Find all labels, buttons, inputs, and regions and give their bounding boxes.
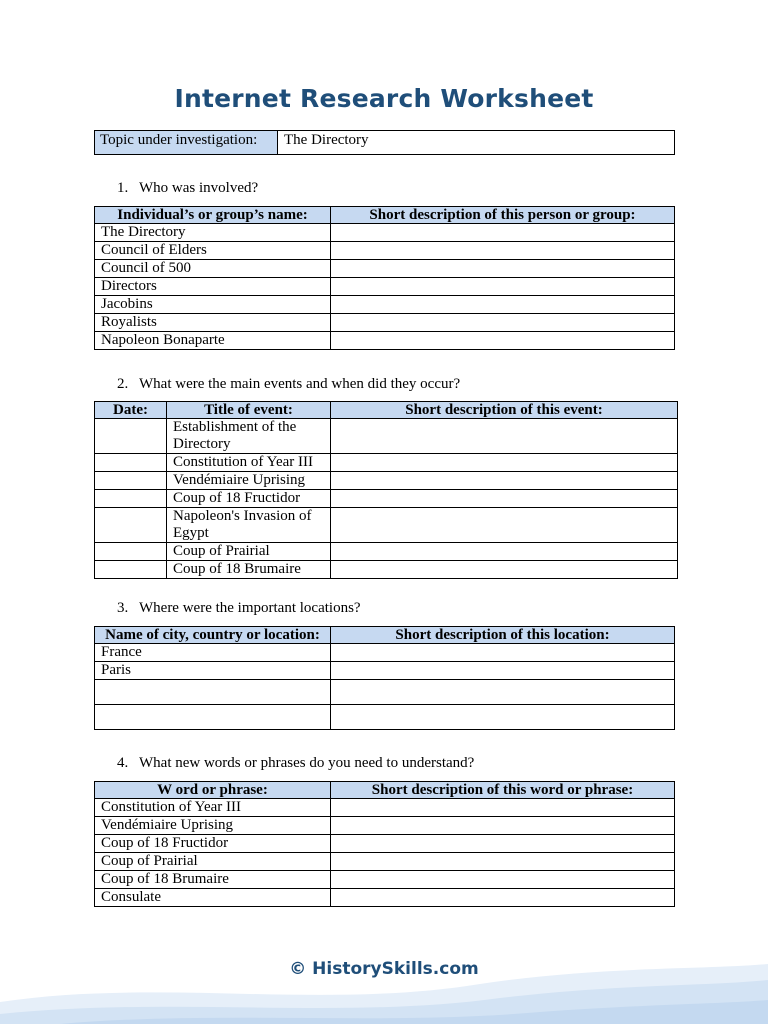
description-cell [331,871,675,889]
location-cell [95,680,331,705]
description-cell [331,817,675,835]
location-cell: France [95,644,331,662]
term-cell: Constitution of Year III [95,799,331,817]
table-row [95,242,675,260]
question-number: 3. [117,600,129,616]
table-row [95,296,675,314]
description-cell [331,242,675,260]
description-cell [331,561,678,579]
wave-decoration [0,940,768,1024]
table-row [95,799,675,817]
date-cell [95,454,167,472]
table-row [95,561,678,579]
description-cell [331,680,675,705]
event-title-cell: Coup of 18 Brumaire [167,561,331,579]
date-cell [95,419,167,454]
worksheet-title: Internet Research Worksheet [174,84,594,113]
event-title-cell: Establishment of the Directory [167,419,331,454]
column-header: Short description of this location: [331,627,675,644]
copyright-footer: © HistorySkills.com [289,959,479,979]
event-title-cell: Constitution of Year III [167,454,331,472]
description-cell [331,853,675,871]
name-cell: Royalists [95,314,331,332]
topic-value: The Directory [284,132,369,148]
vocabulary-table [94,781,675,907]
term-cell: Consulate [95,889,331,907]
name-cell: Jacobins [95,296,331,314]
description-cell [331,419,678,454]
description-cell [331,543,678,561]
date-cell [95,561,167,579]
question-number: 1. [117,180,129,196]
column-header: Individual’s or group’s name: [95,207,331,224]
question-text: What were the main events and when did they occur? [139,376,461,392]
table-row [95,454,678,472]
name-cell: Council of Elders [95,242,331,260]
date-cell [95,543,167,561]
people-table [94,206,675,350]
table-row [95,543,678,561]
name-cell: Napoleon Bonaparte [95,332,331,350]
description-cell [331,662,675,680]
events-table [94,401,678,579]
table-row [95,314,675,332]
description-cell [331,490,678,508]
table-row [95,472,678,490]
term-cell: Coup of Prairial [95,853,331,871]
event-title-cell: Napoleon's Invasion of Egypt [167,508,331,543]
description-cell [331,224,675,242]
location-cell [95,705,331,730]
column-header: Title of event: [167,402,331,419]
column-header: Short description of this event: [331,402,678,419]
table-row [95,644,675,662]
table-row [95,853,675,871]
event-title-cell: Vendémiaire Uprising [167,472,331,490]
topic-label: Topic under investigation: [95,131,278,154]
description-cell [331,296,675,314]
term-cell: Coup of 18 Brumaire [95,871,331,889]
description-cell [331,705,675,730]
table-row [95,490,678,508]
description-cell [331,472,678,490]
topic-box [94,130,675,155]
question-text: Who was involved? [139,180,259,196]
locations-table [94,626,675,730]
table-row [95,705,675,730]
table-row [95,332,675,350]
table-row [95,260,675,278]
table-row [95,662,675,680]
date-cell [95,472,167,490]
table-row [95,508,678,543]
column-header: Date: [95,402,167,419]
date-cell [95,508,167,543]
question-number: 2. [117,376,129,392]
table-row [95,835,675,853]
name-cell: Directors [95,278,331,296]
description-cell [331,454,678,472]
name-cell: The Directory [95,224,331,242]
question-number: 4. [117,755,129,771]
table-row [95,817,675,835]
term-cell: Vendémiaire Uprising [95,817,331,835]
question-2 [117,376,460,393]
table-row [95,871,675,889]
question-1 [117,180,258,197]
table-row [95,419,678,454]
question-4 [117,755,474,772]
description-cell [331,799,675,817]
event-title-cell: Coup of 18 Fructidor [167,490,331,508]
table-row [95,680,675,705]
column-header: W ord or phrase: [95,782,331,799]
table-row [95,278,675,296]
column-header: Short description of this word or phrase: [331,782,675,799]
description-cell [331,314,675,332]
question-3 [117,600,361,617]
table-row [95,889,675,907]
location-cell: Paris [95,662,331,680]
description-cell [331,332,675,350]
question-text: Where were the important locations? [139,600,361,616]
description-cell [331,508,678,543]
description-cell [331,260,675,278]
term-cell: Coup of 18 Fructidor [95,835,331,853]
question-text: What new words or phrases do you need to understand? [139,755,475,771]
column-header: Short description of this person or group: [331,207,675,224]
table-row [95,224,675,242]
description-cell [331,835,675,853]
description-cell [331,889,675,907]
column-header: Name of city, country or location: [95,627,331,644]
description-cell [331,644,675,662]
event-title-cell: Coup of Prairial [167,543,331,561]
description-cell [331,278,675,296]
date-cell [95,490,167,508]
name-cell: Council of 500 [95,260,331,278]
